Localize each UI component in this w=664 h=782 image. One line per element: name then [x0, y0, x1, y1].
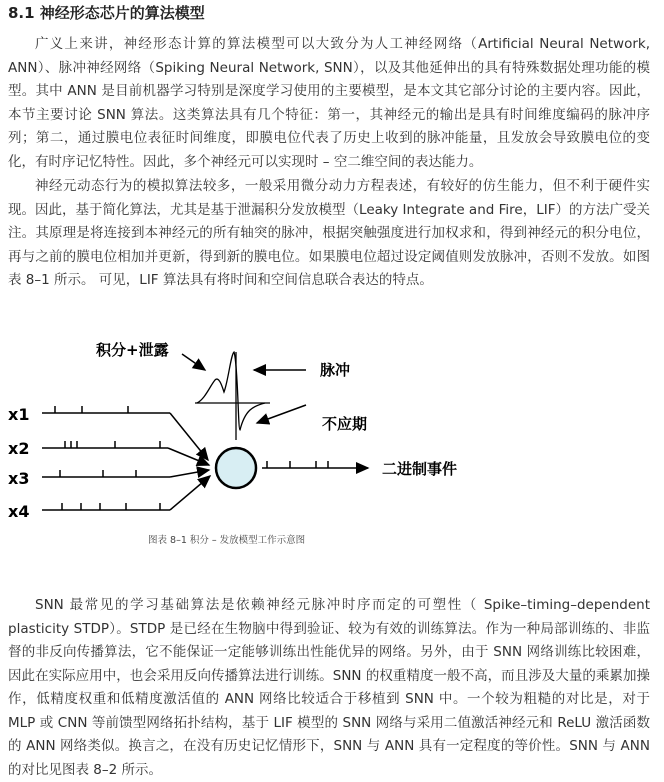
output-spike-train — [262, 461, 368, 468]
paragraph-1: 广义上来讲，神经形态计算的算法模型可以大致分为人工神经网络（Artificial Neural Network, ANN）、脉冲神经网络（Spiking Neural Network, SNN），以及其他延伸出的具有特殊数据处理功能的模型。其中 ANN 是目前机器学习特别是深度学习使用的主要模型，是本文其它部分讨论的主要内容。因此，本节主要讨论 SNN 算法。这类算法具有几个特征：第一，其神经元的输出是具有时间维度编码的脉冲序列；第二，通过膜电位表征时间维度，即膜电位代表了历史上收到的脉冲能量，且发放会导致膜电位的变化，有时序记忆特性。因此，多个神经元可以实现时 – 空二维空间的表达能力。 — [8, 36, 650, 170]
input-spike-trains — [42, 406, 170, 510]
paragraph-2: 神经元动态行为的模拟算法较多，一般采用微分动力方程表述，有较好的仿生能力，但不利于硬件实现。因此，基于简化算法，尤其是基于泄漏积分发放模型（Leaky Integrate and Fire，LIF）的方法广受关注。其原理是将连接到本神经元的所有轴突的脉冲，根据突触强度进行加权求和，得到神经元的积分电位，再与之前的膜电位相加并更新，得到新的膜电位。如果膜电位超过设定阈值则发放脉冲，否则不发放。如图表 8–1 所示。 可见，LIF 算法具有将时间和空间信息联合表达的特点。 — [8, 178, 650, 288]
input-label-x2: x2 — [8, 439, 30, 458]
membrane-potential-curve — [195, 352, 270, 440]
input-arrows — [168, 413, 210, 510]
input-label-x3: x3 — [8, 469, 30, 488]
spike-label: 脉冲 — [320, 361, 351, 379]
binary-event-label: 二进制事件 — [382, 460, 458, 478]
annotation-arrows — [182, 354, 306, 423]
figure-caption: 图表 8–1 积分 – 发放模型工作示意图 — [148, 535, 306, 546]
lif-model-figure — [0, 330, 664, 530]
input-label-x1: x1 — [8, 405, 30, 424]
paragraph-3: SNN 最常见的学习基础算法是依赖神经元脉冲时序而定的可塑性（ Spike–timing–dependent plasticity STDP）。STDP 是已经在生物脑中得到验证、较为有效的训练算法。作为一种局部训练的、非监督的非反向传播算法，它不能保证一定能够训练出性能优异的网络。另外，由于 SNN 网络训练比较困难，因此在实际应用中，也会采用反向传播算法进行训练。SNN 的权重精度一般不高，而且涉及大量的乘累加操作，低精度权重和低精度激活值的 ANN 网络比较适合于移植到 SNN 中。一个较为粗糙的对比是，对于 MLP 或 CNN 等前馈型网络拓扑结构，基于 LIF 模型的 SNN 网络与采用二值激活神经元和 ReLU 激活函数的 ANN 网络类似。换言之，在没有历史记忆情形下，SNN 与 ANN 具有一定程度的等价性。SNN 与 ANN 的对比见图表 8–2 所示。 — [8, 597, 650, 778]
integrate-leak-label: 积分+泄露 — [96, 341, 169, 359]
input-label-x4: x4 — [8, 502, 30, 521]
section-heading: 8.1 神经形态芯片的算法模型 — [8, 4, 205, 22]
neuron-circle — [216, 448, 256, 488]
refractory-label: 不应期 — [322, 415, 368, 433]
